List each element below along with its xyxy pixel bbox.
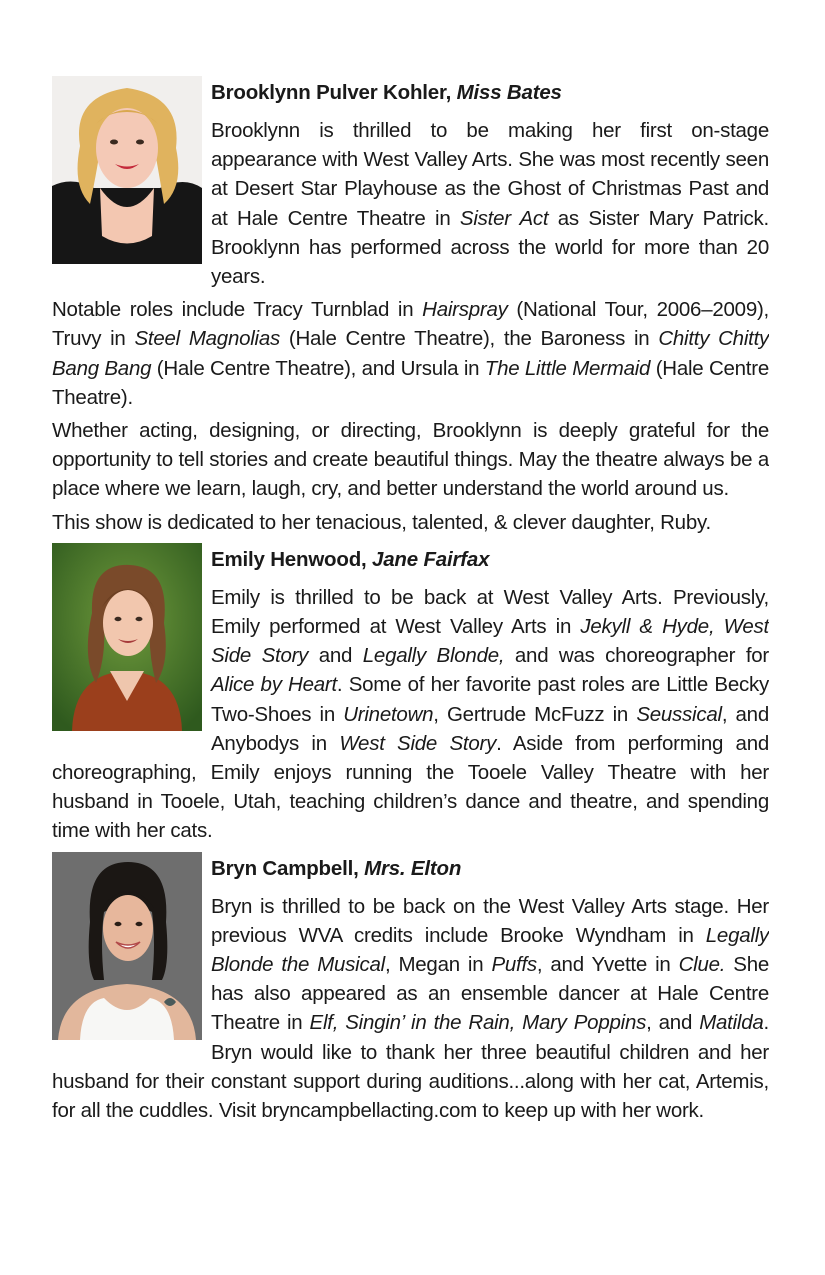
bio-paragraph: Notable roles include Tracy Turnblad in Hairspray (National Tour, 2006–2009), Truvy in Steel Magnolias (Hale Centre Theatre), the Baroness in Chitty Chitty Bang Bang (Hale Centre Theatre), and Ursula in The Little Mermaid (Hale Centre Theatre). xyxy=(52,298,769,409)
bio-paragraph: Brooklynn is thrilled to be making her first on-stage appearance with West Valley Arts. She was most recently seen at Desert Star Playhouse as the Ghost of Christmas Past and at Hale Centre Theatre in Sister Act as Sister Mary Patrick. Brooklynn has performed across the world for more than 20 years. xyxy=(211,119,769,289)
bio-heading: Bryn Campbell, Mrs. Elton xyxy=(211,856,462,880)
headshot-photo-brooklynn xyxy=(52,76,202,264)
bio-dedication: This show is dedicated to her tenacious, talented, & clever daughter, Ruby. xyxy=(52,510,711,534)
bio-heading: Brooklynn Pulver Kohler, Miss Bates xyxy=(211,81,562,104)
bio-emily xyxy=(52,543,769,846)
bio-paragraph: Whether acting, designing, or directing, Brooklynn is deeply grateful for the opportunity to tell stories and create beautiful things. May the theatre always be a place where we learn, laugh, cry, and better understand the world around us. xyxy=(52,419,769,501)
headshot-photo-bryn xyxy=(52,852,202,1040)
bio-paragraph: Emily is thrilled to be back at West Valley Arts. Previously, Emily performed at West Valley Arts in Jekyll & Hyde, West Side Story and Legally Blonde, and was choreographer for Alice by Heart. Some of her favorite past roles are Little Becky Two-Shoes in Urinetown, Gertrude McFuzz in Seussical, and Anybodys in West Side Story. Aside from performing and choreographing, Emily enjoys running the Tooele Valley Theatre with her husband in Tooele, Utah, teaching children’s dance and theatre, and spending time with her cats. xyxy=(52,585,769,843)
bio-bryn xyxy=(52,852,769,1126)
bio-page xyxy=(52,76,769,1125)
bio-paragraph: Bryn is thrilled to be back on the West Valley Arts stage. Her previous WVA credits include Brooke Wyndham in Legally Blonde the Musical, Megan in Puffs, and Yvette in Clue. She has also appeared as an ensemble dancer at Hale Centre Theatre in Elf, Singin’ in the Rain, Mary Poppins, and Matilda. Bryn would like to thank her three beautiful children and her husband for their constant support during auditions...along with her cat, Artemis, for all the cuddles. Visit bryncampbellacting.com to keep up with her work. xyxy=(52,894,769,1123)
headshot-photo-emily xyxy=(52,543,202,731)
bio-brooklynn xyxy=(52,76,769,537)
bio-heading: Emily Henwood, Jane Fairfax xyxy=(211,547,490,571)
